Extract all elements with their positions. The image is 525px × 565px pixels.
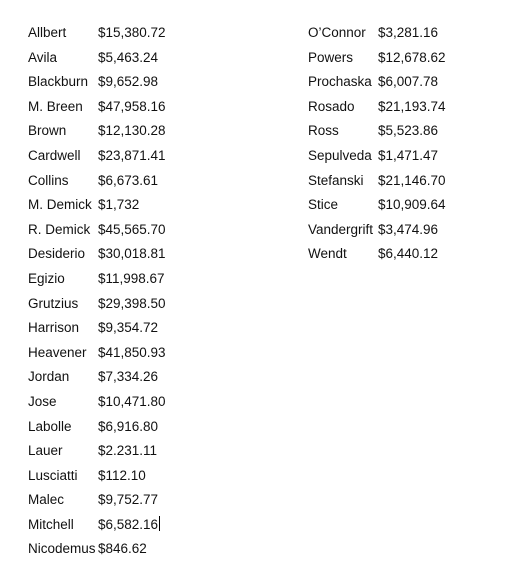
person-name: Blackburn bbox=[28, 74, 89, 90]
person-name: Avila bbox=[28, 49, 58, 65]
amount: $10,909.64 bbox=[378, 197, 446, 213]
amount: $1,471.47 bbox=[378, 147, 439, 163]
amount: $41,850.93 bbox=[98, 344, 166, 360]
person-name: Sepulveda bbox=[308, 147, 372, 163]
person-name: Stefanski bbox=[308, 172, 364, 188]
person-name: Powers bbox=[308, 49, 354, 65]
amount: $30,018.81 bbox=[98, 246, 166, 262]
amount: $3,474.96 bbox=[378, 221, 439, 237]
amount: $29,398.50 bbox=[98, 295, 166, 311]
person-name: Grutzius bbox=[28, 295, 79, 311]
person-name: Egizio bbox=[28, 270, 65, 286]
text-cursor bbox=[159, 516, 160, 531]
amount: $6,673.61 bbox=[98, 172, 159, 188]
amount: $9,652.98 bbox=[98, 74, 159, 90]
person-name: M. Demick bbox=[28, 197, 92, 213]
amount: $5,463.24 bbox=[98, 49, 159, 65]
amount: $6,007.78 bbox=[378, 74, 439, 90]
person-name: Collins bbox=[28, 172, 69, 188]
amount: $6,440.12 bbox=[378, 246, 439, 262]
amount: $9,354.72 bbox=[98, 320, 159, 336]
amount: $12,130.28 bbox=[98, 123, 166, 139]
person-name: Rosado bbox=[308, 98, 355, 114]
person-name: Wendt bbox=[308, 246, 347, 262]
person-name: R. Demick bbox=[28, 221, 91, 237]
person-name: Harrison bbox=[28, 320, 80, 336]
amount: $6,916.80 bbox=[98, 418, 159, 434]
amount-text: $6,582.16 bbox=[98, 516, 159, 532]
person-name: Allbert bbox=[28, 25, 67, 40]
person-name: Stice bbox=[308, 197, 339, 213]
amount: $45,565.70 bbox=[98, 221, 166, 237]
person-name: Cardwell bbox=[28, 147, 81, 163]
amount: $5,523.86 bbox=[378, 123, 439, 139]
amount: $47,958.16 bbox=[98, 98, 166, 114]
person-name: Brown bbox=[28, 123, 67, 139]
amount: $12,678.62 bbox=[378, 49, 446, 65]
person-name: Jose bbox=[28, 393, 57, 409]
person-name: Mitchell bbox=[28, 516, 74, 532]
person-name: Prochaska bbox=[308, 74, 372, 90]
person-name: Vandergrift bbox=[308, 221, 374, 237]
person-name: Jordan bbox=[28, 369, 70, 385]
amount: $7,334.26 bbox=[98, 369, 159, 385]
amount: $1,732 bbox=[98, 197, 140, 213]
amount bbox=[98, 516, 160, 534]
amount: $112.10 bbox=[98, 467, 146, 483]
amount: $23,871.41 bbox=[98, 147, 166, 163]
amount: $11,998.67 bbox=[98, 270, 165, 286]
amount: $21,193.74 bbox=[378, 98, 446, 114]
person-name: Lauer bbox=[28, 443, 63, 459]
person-name: Labolle bbox=[28, 418, 72, 434]
person-name: Malec bbox=[28, 492, 65, 508]
person-name: M. Breen bbox=[28, 98, 83, 114]
person-name: Lusciatti bbox=[28, 467, 78, 483]
amount: $10,471.80 bbox=[98, 393, 166, 409]
amount: $2.231.11 bbox=[98, 443, 158, 459]
person-name: O’Connor bbox=[308, 25, 366, 40]
person-name: Ross bbox=[308, 123, 339, 139]
amount: $3,281.16 bbox=[378, 25, 439, 40]
amount: $9,752.77 bbox=[98, 492, 159, 508]
person-name: Desiderio bbox=[28, 246, 86, 262]
person-name: Heavener bbox=[28, 344, 87, 360]
person-name: Nicodemus bbox=[28, 541, 96, 557]
amount: $846.62 bbox=[98, 541, 147, 557]
amount: $21,146.70 bbox=[378, 172, 446, 188]
amount: $15,380.72 bbox=[98, 25, 166, 40]
